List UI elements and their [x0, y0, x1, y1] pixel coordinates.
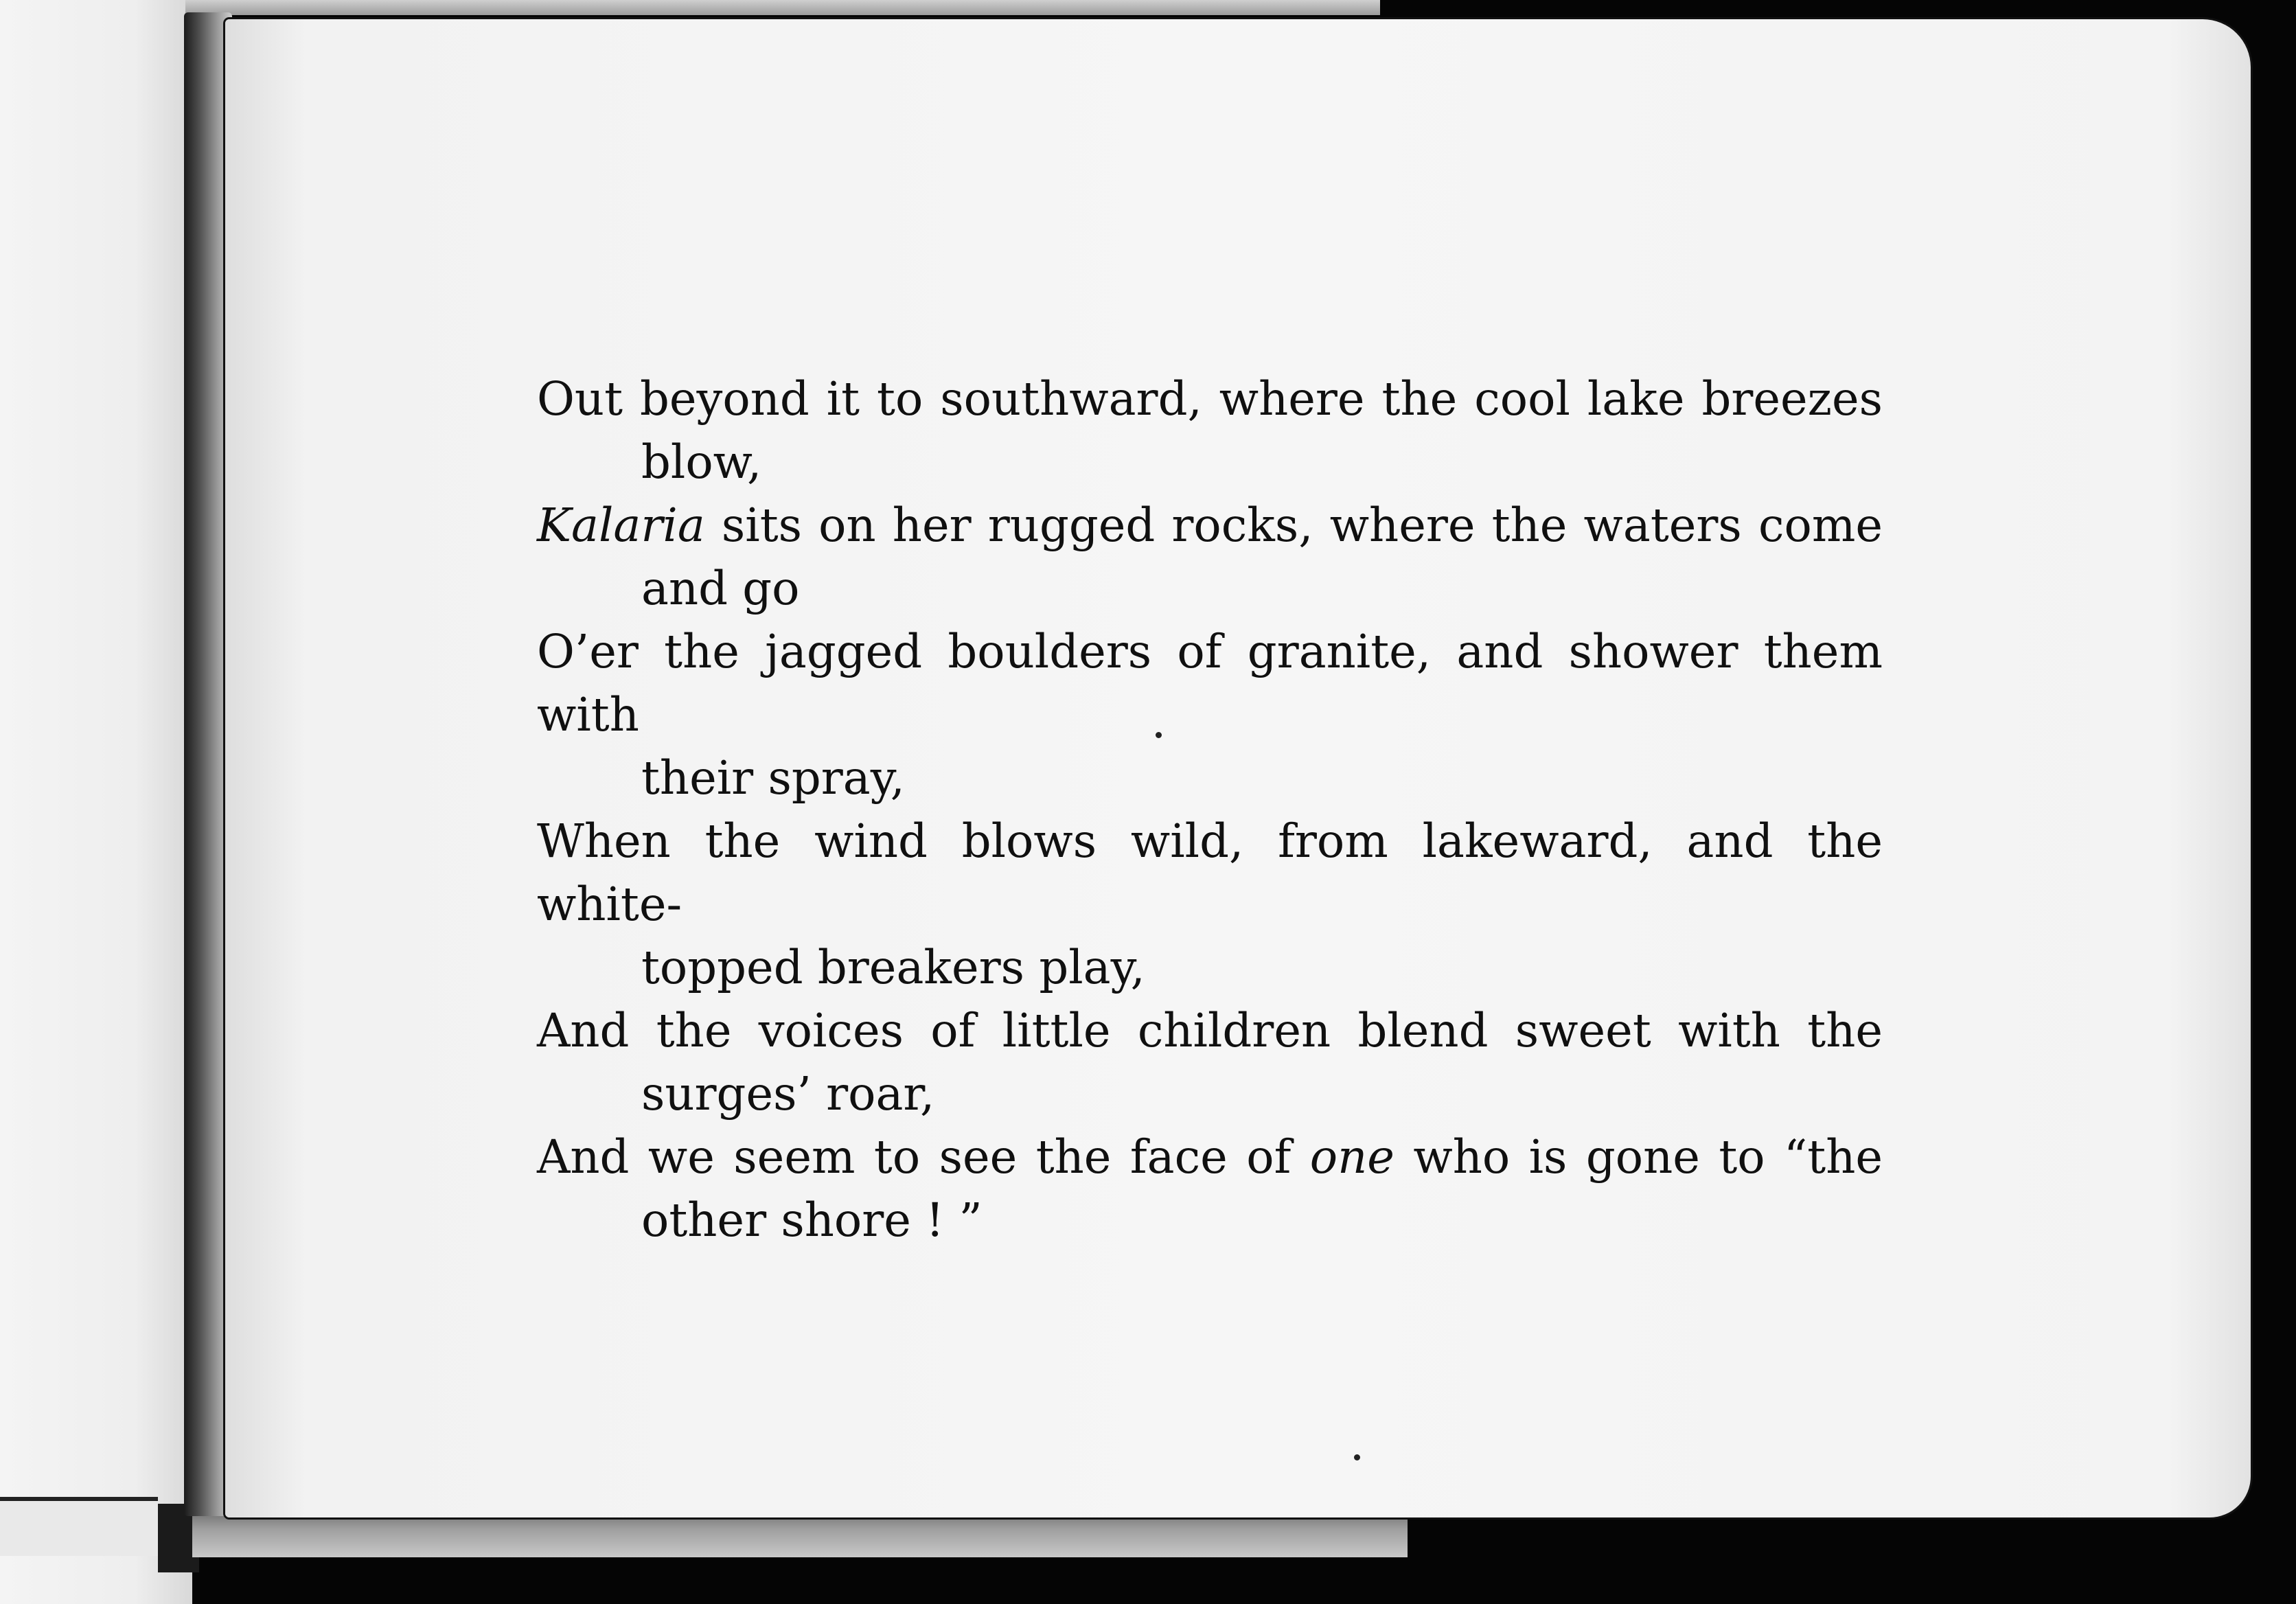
verse-continuation: their spray, [641, 751, 905, 805]
verse-line: Out beyond it to southward, where the cool lake breezes [537, 372, 1883, 426]
italic-emphasis: one [1309, 1130, 1394, 1184]
verse-continuation: surges’ roar, [641, 1067, 935, 1121]
verse-line: And we seem to see the face of one who is gone to “the [537, 1130, 1883, 1184]
poem-text [537, 367, 1883, 1252]
verse-continuation: and go [641, 562, 800, 615]
top-page-edge [185, 0, 1380, 15]
verse-line: When the wind blows wild, from lakeward, and the white- [537, 814, 1883, 931]
italic-place-name: Kalaria [537, 499, 705, 552]
verse-continuation: blow, [641, 435, 762, 489]
verse-continuation: other shore ! ” [641, 1193, 983, 1247]
ink-speck [1354, 1454, 1360, 1460]
verse-line: O’er the jagged boulders of granite, and shower them with [537, 625, 1883, 742]
left-facing-page-edge [0, 0, 192, 1604]
left-page-bottom-edge [0, 1497, 158, 1556]
verse-line: And the voices of little children blend sweet with the [537, 1004, 1883, 1057]
verse-line: Kalaria sits on her rugged rocks, where the waters come [537, 499, 1883, 552]
verse-continuation: topped breakers play, [641, 941, 1145, 994]
